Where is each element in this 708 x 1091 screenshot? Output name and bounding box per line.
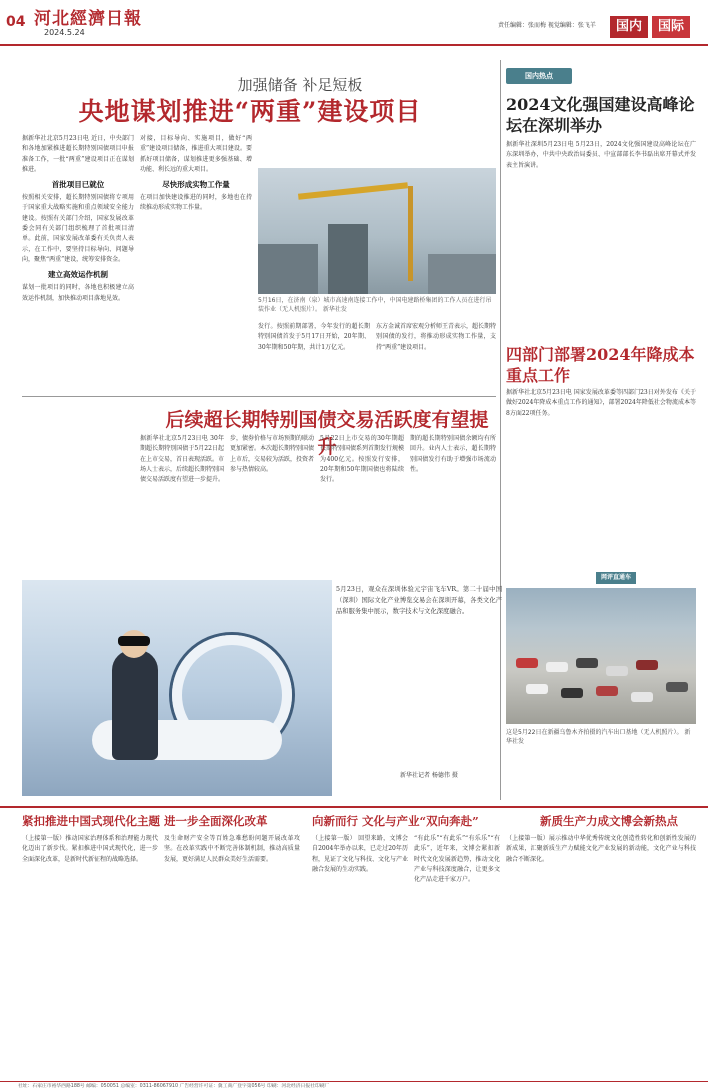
new-productivity-column bbox=[506, 834, 696, 1076]
lead-col1-subhead-1: 首批项目已就位 bbox=[51, 180, 105, 190]
lead-col4-body: 东方金诚首席宏观分析师王青表示，超长期特别国债的发行，将推动形成实物工作量，支持“两重”建设项目。 bbox=[376, 323, 496, 351]
lead-column-2 bbox=[140, 134, 252, 390]
lead-col3-body: 发行。按照前期部署，今年发行的超长期特别国债首发于5月17日开始，20年期、30年期和50年期，共计1万亿元。 bbox=[258, 323, 370, 351]
car-shape bbox=[516, 658, 538, 668]
new-productivity-text: （上接第一版）展示推动中华优秀传统文化创造性转化和创新性发展的新成果，汇聚新质生产力赋能文化产业发展的新动能，文化产业与科技融合不断深化。 bbox=[506, 835, 696, 863]
lead-col2-intro: 对接，目标导向、实施项目，做好“两重”建设项目储备，推进重大项目建设。要抓好项目储备，谋划推进更多强基础、增功能、利长远的重大项目。 bbox=[140, 135, 252, 173]
lead-col1-body: 按照相关安排，超长期特别国债将专项用于国家重大战略实施和重点领域安全能力建设。按照有关部门介绍，国家发展改革委会同有关部门组织梳理了首批项目清单。此前，国家发展改革委有关负责人表示，在工作中，要坚持目标导向、问题导向，聚焦“两重”建设，统筹安排资金。 bbox=[22, 194, 134, 263]
lead-subtitle: 加强储备 补足短板 bbox=[237, 76, 363, 94]
lead-headline: 央地谋划推进“两重”建设项目 bbox=[78, 97, 422, 126]
section-tag-international: 国际 bbox=[652, 16, 690, 38]
new-productivity-headline: 新质生产力成文博会新热点 bbox=[540, 814, 678, 828]
bond-col2-body: 步，债券价格与市场预期的联动更加紧密。本次超长期特别国债上市后，交易较为活跃，投资者参与热情较高。 bbox=[230, 435, 314, 473]
lead-column-3 bbox=[258, 322, 370, 390]
culture-forum-headline: 2024文化强国建设高峰论坛在深圳举办 bbox=[506, 95, 695, 135]
reform-headline: 紧扣推进中国式现代化主题 进一步全面深化改革 bbox=[22, 814, 268, 828]
car-export-photo bbox=[506, 588, 696, 724]
culture-col2-text: “有此乐”“有此乐”“有乐乐”“有此乐”，近年来，文博会紧扣新时代文化发展新趋势，推动文化产业与科技深度融合，让更多文化产品走进千家万户。 bbox=[414, 835, 500, 884]
culture-column-2 bbox=[414, 834, 500, 1076]
culture-col1-text: （上接第一版） 回望来路，文博会自2004年举办以来，已走过20年历程，见证了文化与科技、文化与产业融合发展的生动实践。 bbox=[312, 835, 408, 873]
lead-col2-body: 在项目加快建设推进的同时，多地也在持续推动形成实物工作量。 bbox=[140, 194, 252, 212]
culture-forum-body bbox=[506, 140, 696, 336]
bond-col4-body: 期的超长期特别国债余额均有所回升。业内人士表示，超长期特别国债发行有助于增强市场流动性。 bbox=[410, 435, 496, 473]
lead-col1-intro: 据新华社北京5月23日电 近日，中央部门和各地加紧推进超长期特别国债项目申报准备工作，一批“两重”建设项目正在谋划推进。 bbox=[22, 135, 134, 173]
culture-column-1 bbox=[312, 834, 408, 1076]
car-shape bbox=[546, 662, 568, 672]
cost-reduction-text: 据新华社北京5月23日电 国家发展改革委等四部门23日对外发布《关于做好2024年降成本重点工作的通知》，部署2024年降低社会物流成本等8方面22项任务。 bbox=[506, 389, 696, 417]
reform-column-1 bbox=[22, 834, 158, 1076]
cost-reduction-body bbox=[506, 388, 696, 566]
bottom-section-divider bbox=[0, 806, 708, 808]
lead-col1-body-2: 谋划一批项目的同时，各地也积极建立高效运作机制，加快推动项目落地见效。 bbox=[22, 284, 134, 302]
reform-column-2 bbox=[164, 834, 300, 1076]
building-shape bbox=[428, 254, 496, 294]
lead-col2-subhead: 尽快形成实物工作量 bbox=[162, 180, 230, 190]
reform-col2-text: 及生命财产安全等百姓急难愁盼问题开展改革攻坚。在改革实践中不断完善体制机制，推动高质量发展，更好满足人民群众美好生活需要。 bbox=[164, 835, 300, 863]
page-header bbox=[0, 0, 708, 46]
bond-trading-headline: 后续超长期特别国债交易活跃度有望提升 bbox=[165, 409, 489, 458]
car-shape bbox=[606, 666, 628, 676]
culture-forum-text: 据新华社深圳5月23日电 5月23日，2024文化强国建设高峰论坛在广东深圳举办，中共中央政治局委员、中宣部部长李书磊出席开幕式并发表主旨演讲。 bbox=[506, 141, 696, 169]
domestic-hotspot-tag: 国内热点 bbox=[506, 68, 572, 84]
vr-photo-credit: 新华社记者 杨德伟 摄 bbox=[400, 772, 458, 779]
bond-col1-body: 据新华社北京5月23日电 30年期超长期特别国债于5月22日起在上市交易，首日表现活跃。市场人士表示，后续超长期特别国债交易活跃度有望进一步提升。 bbox=[140, 435, 224, 484]
issue-date: 2024.5.24 bbox=[44, 28, 85, 37]
crane-arm-shape bbox=[298, 182, 408, 199]
vr-experience-photo bbox=[22, 580, 332, 796]
car-shape bbox=[561, 688, 583, 698]
construction-photo bbox=[258, 168, 496, 294]
vr-photo-caption: 5月23日，观众在深圳体验元宇宙飞车VR。第二十届中国（深圳）国际文化产业博览交易会在深圳开幕，各类文化产品和服务集中展示，数字技术与文化深度融合。 bbox=[336, 586, 502, 615]
section-tag-domestic: 国内 bbox=[610, 16, 648, 38]
bond-column-2 bbox=[230, 434, 314, 572]
bond-column-4 bbox=[410, 434, 496, 572]
car-shape bbox=[596, 686, 618, 696]
car-shape bbox=[666, 682, 688, 692]
lead-column-1 bbox=[22, 134, 134, 390]
lead-col1-subhead-2: 建立高效运作机制 bbox=[48, 270, 108, 280]
building-shape bbox=[258, 244, 318, 294]
car-shape bbox=[636, 660, 658, 670]
construction-photo-caption: 5月16日，在济南（泉）城市高速南连接工作中，中国电建路桥集团的工作人员在进行吊装作业（无人机照片）。 新华社发 bbox=[258, 297, 492, 313]
building-shape bbox=[328, 224, 368, 294]
car-shape bbox=[631, 692, 653, 702]
column-divider bbox=[500, 60, 501, 800]
visitor-figure bbox=[112, 650, 158, 760]
bond-column-1 bbox=[140, 434, 224, 572]
page-footer: 社址：石家庄市裕华西路188号 邮编：050051 总编室：0311-86067910 广告经营许可证：冀工商广登字第056号 印刷：河北经济日报社印刷厂 bbox=[0, 1081, 708, 1091]
commentary-tag: 网评直通车 bbox=[596, 572, 636, 584]
bond-column-3 bbox=[320, 434, 404, 572]
car-shape bbox=[526, 684, 548, 694]
reform-col1-text: （上接第一版）推动国家治理体系和治理能力现代化迈出了新步伐。紧扣推进中国式现代化，进一步全面深化改革，是新时代新征程的战略选择。 bbox=[22, 835, 158, 863]
editor-credits: 责任编辑：张而梅 视觉编辑：张飞羊 bbox=[498, 22, 596, 29]
car-export-caption: 这是5月22日在新疆乌鲁木齐拍摄的汽车出口基地（无人机照片）。 新华社发 bbox=[506, 729, 691, 745]
crane-tower-shape bbox=[408, 186, 413, 281]
lead-column-4 bbox=[376, 322, 496, 390]
cost-reduction-headline: 四部门部署2024年降成本重点工作 bbox=[506, 345, 695, 385]
section-divider bbox=[22, 396, 496, 397]
masthead-logo: 河北經濟日報 bbox=[34, 9, 142, 29]
culture-industry-headline: 向新而行 文化与产业“双向奔赴” bbox=[312, 814, 479, 828]
vr-headset-icon bbox=[118, 636, 150, 646]
car-shape bbox=[576, 658, 598, 668]
page-number: 04 bbox=[6, 14, 26, 30]
bond-col3-body: 5月22日上市交易的30年期超长期特别国债系列首期发行规模为400亿元。按照发行安排，20年期和50年期国债也将陆续发行。 bbox=[320, 435, 404, 484]
